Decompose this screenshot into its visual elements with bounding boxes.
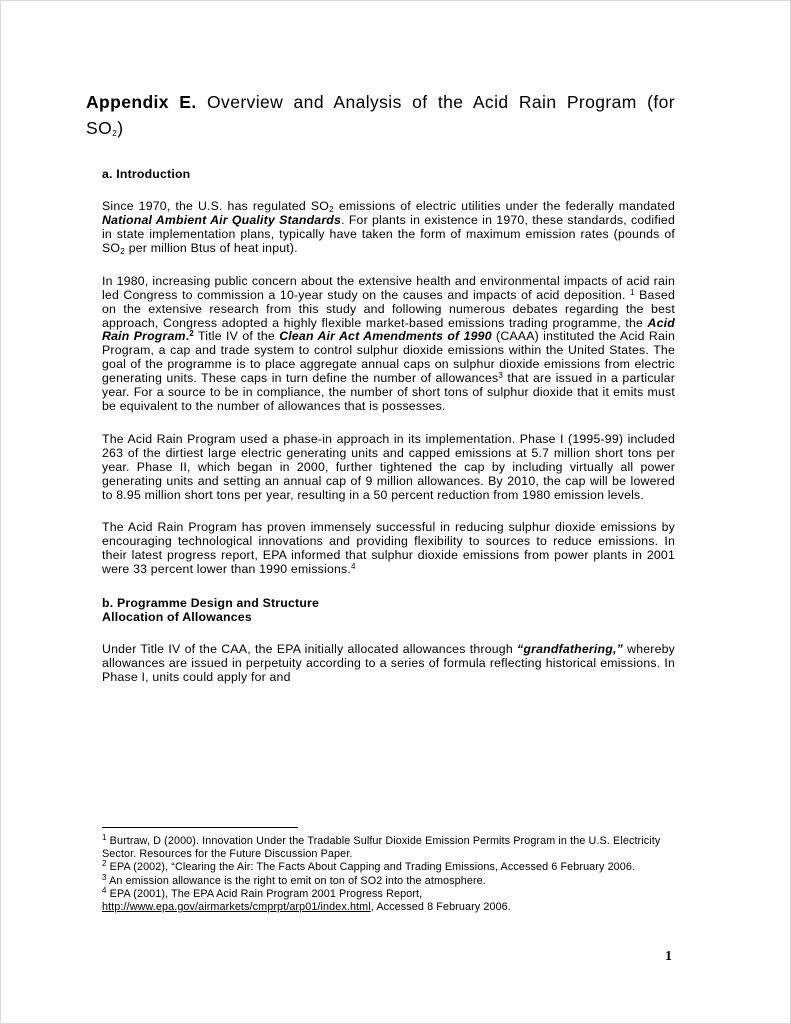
text-run: An emission allowance is the right to emit on ton of SO2 into the atmosphere. [106, 874, 486, 887]
text-run: emissions of electric utilities under the federally mandated [333, 199, 676, 214]
subscript-text: 2 [329, 204, 334, 215]
section-heading [102, 596, 675, 624]
superscript-marker: 1 [102, 833, 107, 842]
superscript-marker: 1 [630, 287, 635, 297]
footnote-separator-rule [102, 827, 298, 828]
text-run: (CAAA) instituted the Acid Rain Program, a cap and trade system to control sulphur dioxide emissions within the United States. The goal of the programme is to place aggregate annual caps on sulphur dioxide emissions from electric generating units. These caps in turn define the number of allowances [102, 329, 675, 386]
section-heading [102, 167, 675, 181]
paragraph [102, 521, 675, 577]
document-body [102, 167, 675, 685]
text-run: ) [117, 118, 124, 138]
text-run: that are issued in a particular year. For a source to be in compliance, the number of short tons of sulphur dioxide that it emits must be equivalent to the number of allowances that is possesses. [102, 371, 675, 413]
text-run: Since 1970, the U.S. has regulated SO [102, 199, 330, 214]
text-run: The Acid Rain Program used a phase-in approach in its implementation. Phase I (1995-99) included 263 of the dirtiest large electric generating units and capped emissions at 5.7 million short tons per year. Phase II, which began in 2000, further tightened the cap by including virtually all power generating units and setting an annual cap of 9 million allowances. By 2010, the cap will be lowered to 8.95 million short tons per year, resulting in a 50 percent reduction from 1980 emission levels. [102, 431, 675, 502]
footnote [102, 885, 678, 914]
text-run: “grandfathering,” [517, 642, 623, 657]
text-run: Burtraw, D (2000). Innovation Under the Tradable Sulfur Dioxide Emission Permits Program in the U.S. Electricity Sector. Resources for the Future Discussion Paper. [102, 835, 661, 861]
footnote [102, 872, 678, 888]
text-run: EPA (2001), The EPA Acid Rain Program 2001 Progress Report, [106, 887, 423, 900]
text-run: Appendix E. [86, 92, 208, 112]
subscript-text: 2 [120, 245, 126, 256]
text-run: Based on the extensive research from this study and following numerous debates regarding the best approach, Congress adopted a highly flexible market-based emissions trading programme, the [102, 287, 676, 330]
text-run: Acid Rain Program [102, 315, 675, 344]
paragraph [102, 200, 675, 256]
paragraph [102, 643, 675, 685]
footnote [102, 861, 678, 874]
superscript-marker: 4 [102, 885, 107, 895]
footnotes-list [102, 835, 678, 914]
subscript-text: 2 [112, 128, 118, 138]
paragraph [102, 275, 675, 414]
text-run: Clean Air Act Amendments of 1990 [279, 329, 492, 344]
text-run: Allocation of Allowances [102, 610, 252, 625]
text-run: whereby allowances are issued in perpetuity according to a series of formula reflecting historical emissions. In Phase I, units could apply for and [102, 642, 675, 685]
text-run: per million Btus of heat input). [125, 240, 298, 255]
text-run: . For plants in existence in 1970, these standards, codified in state implementation plans, typically have taken the form of maximum emission rates (pounds of SO [102, 213, 675, 255]
superscript-marker: 2 [189, 329, 194, 339]
text-run: . [185, 329, 190, 344]
document-title [86, 89, 675, 141]
text-run: Title IV of the [193, 329, 280, 344]
superscript-marker: 3 [102, 872, 107, 882]
footnote [102, 835, 678, 861]
text-run: Under Title IV of the CAA, the EPA initially allocated allowances through [102, 642, 518, 657]
page-number: 1 [665, 949, 672, 964]
url-link[interactable]: http://www.epa.gov/airmarkets/cmprpt/arp01/index.html [102, 901, 371, 914]
text-run: b. Programme Design and Structure [102, 596, 320, 611]
superscript-marker: 3 [498, 371, 504, 381]
superscript-marker: 2 [102, 859, 107, 869]
superscript-marker: 4 [351, 562, 356, 572]
text-run: EPA (2002), “Clearing the Air: The Facts About Capping and Trading Emissions, Accessed 6 February 2006. [106, 861, 636, 874]
footnotes-section [102, 827, 678, 914]
paragraph [102, 433, 675, 503]
text-run: a. Introduction [102, 167, 191, 181]
text-run: The Acid Rain Program has proven immensely successful in reducing sulphur dioxide emissions by encouraging technological innovations and providing flexibility to sources to reduce emissions. In their latest progress report, EPA informed that sulphur dioxide emissions from power plants in 2001 were 33 percent lower than 1990 emissions. [102, 520, 675, 577]
text-run: , Accessed 8 February 2006. [370, 901, 511, 914]
text-run: Overview and Analysis of the Acid Rain Program (for SO [86, 92, 675, 138]
text-run: National Ambient Air Quality Standards [102, 213, 342, 228]
text-run: In 1980, increasing public concern about the extensive health and environmental impacts of acid rain led Congress to commission a 10-year study on the causes and impacts of acid deposition. [102, 273, 675, 302]
